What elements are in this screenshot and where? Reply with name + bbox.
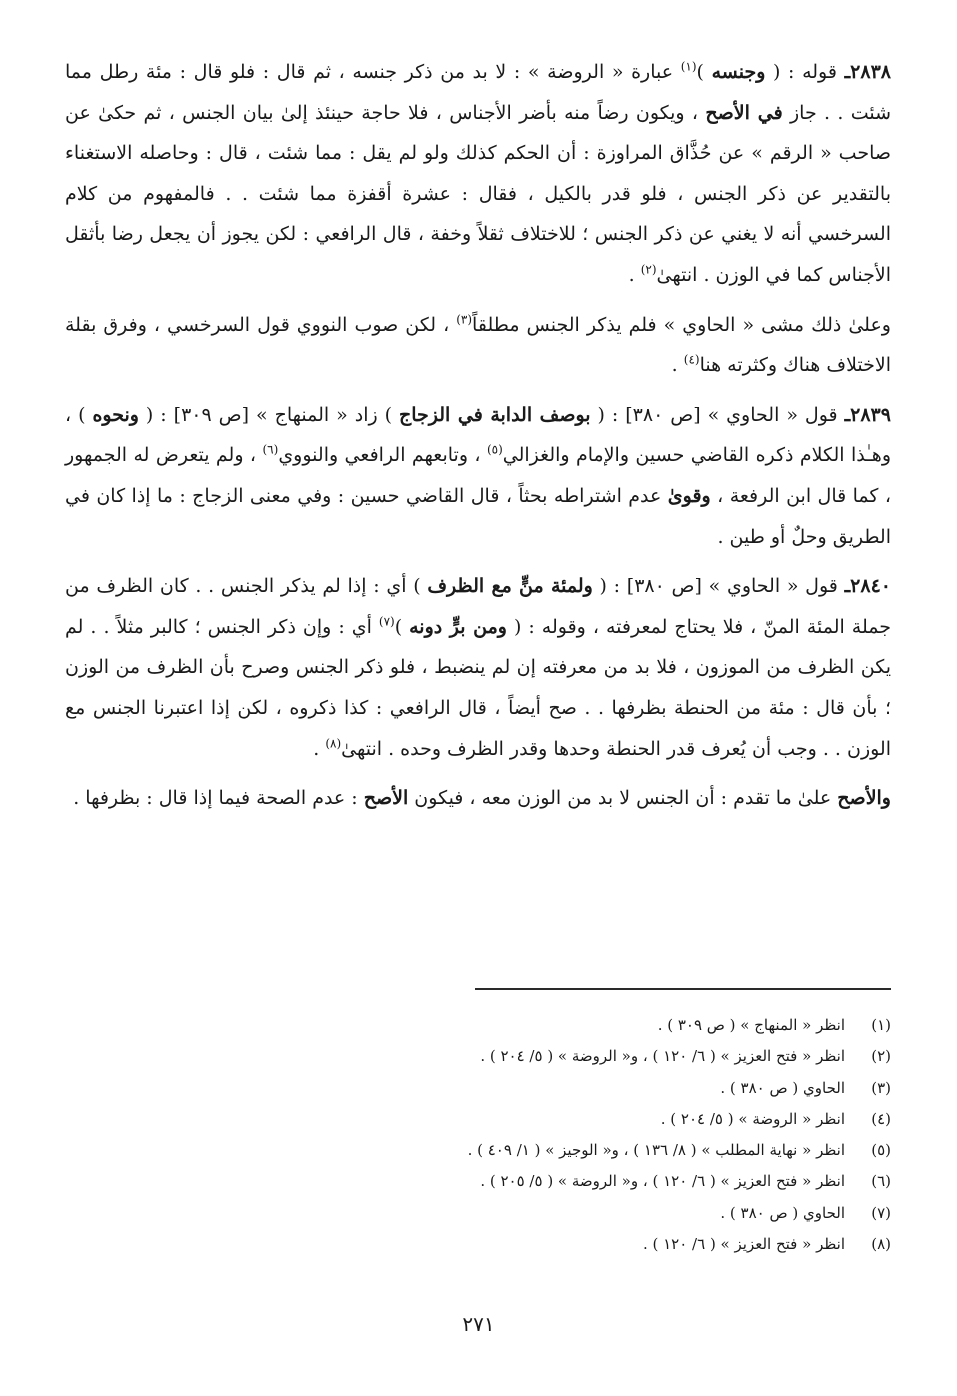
footnote-number: (٢) [871, 1047, 891, 1066]
bold-phrase: بوصف الدابة في الزجاج [398, 403, 591, 426]
footnote [291, 1135, 891, 1166]
footnote-text: انظر « فتح العزيز » ( ٦/ ١٢٠ ) ، و« الروضة » ( ٥/ ٢٠٤ ) . [480, 1047, 845, 1066]
text-run: ، ولم يتعرض له الجمهور ، كما قال ابن الرفعة ، [65, 444, 891, 507]
text-run: عدم اشتراطه بحثاً ، قال القاضي حسين : وفي معنى الزجاج : ما إذا كان في الطريق وحلٌ أو طين . [65, 484, 891, 548]
footnote-text: انظر « فتح العزيز » ( ٦/ ١٢٠ ) . [642, 1235, 845, 1254]
text-run: علىٰ ما تقدم : أن الجنس لا بد من الوزن معه ، فيكون [408, 787, 838, 810]
text-run: ، لكن صوب النووي قول السرخسي ، وفرق بقلة الاختلاف هناك وكثرته هنا [65, 313, 891, 377]
bold-phrase: وجنسه [711, 61, 766, 83]
text-run: عبارة « الروضة » : لا بد من ذكر جنسه ، ثم قال : فلو قال : مئة رطل مما شئت . . جاز [65, 61, 892, 124]
text-run: قوله : ( [765, 61, 845, 83]
issue-number: ٢٨٣٨ـ [844, 61, 891, 83]
text-run: ) [696, 61, 712, 83]
bold-phrase: والأصح [837, 787, 891, 810]
footnote-ref: (٧) [378, 614, 395, 629]
footnote [291, 1010, 891, 1041]
text-run: . [628, 263, 641, 286]
footnote-text: انظر « الروضة » ( ٥/ ٢٠٤ ) . [660, 1109, 845, 1128]
footnotes [291, 1010, 891, 1260]
text-run: ) [394, 615, 410, 638]
footnote-text: الحاوي ( ص ٣٨٠ ) . [720, 1203, 845, 1222]
text-run: . [313, 737, 326, 760]
footnote-separator [475, 988, 891, 990]
footnote-number: (٤) [871, 1109, 891, 1128]
footnote [291, 1166, 891, 1197]
text-run: ، وتابعهم الرافعي والنووي [278, 444, 487, 467]
text-run: ، ويكون رضاً منه بأضر الأجناس ، فلا حاجة حينئذ إلىٰ بيان الجنس ، ثم حكىٰ عن صاحب « الرقم » عن حُذَّاق المراوزة : أن الحكم كذلك ولو لم يقل : مما شئت ، قال : وحاصله الاستغناء بالتقدير عن ذكر الجنس ، فلو قدر بالكيل ، فقال : عشرة أقفزة مما شئت . . فالمفهوم من كلام السرخسي أنه لا يغني عن ذكر الجنس ؛ للاختلاف ثقلاً وخفة ، قال الرافعي : لكن يجوز أن يجعل رضا بأثقل الأجناس كما في الوزن . انتهىٰ [65, 101, 891, 286]
text-run: ) ، وهـٰذا الكلام ذكره القاضي حسين والإمام والغزالي [65, 403, 892, 467]
footnote [291, 1229, 891, 1260]
footnote-ref: (٣) [456, 312, 473, 327]
footnote-ref: (٨) [325, 736, 342, 751]
bold-phrase: ومن برٍّ دونه [409, 615, 507, 638]
text-run: قول « الحاوي » [ص ٣٨٠] : ( [592, 575, 845, 598]
bold-phrase: الأصح [363, 787, 409, 810]
footnote-number: (٦) [871, 1172, 891, 1191]
text-run: وعلىٰ ذلك مشى « الحاوي » فلم يذكر الجنس مطلقاً [472, 313, 891, 336]
footnote-ref: (٢) [640, 262, 657, 277]
footnote-number: (١) [871, 1016, 891, 1034]
footnote-text: الحاوي ( ص ٣٨٠ ) . [720, 1078, 845, 1097]
footnote-number: (٥) [871, 1141, 891, 1160]
issue-number: ٢٨٤٠ـ [844, 575, 891, 598]
footnote-text: انظر « المنهاج » ( ص ٣٠٩ ) . [657, 1016, 845, 1034]
footnote-text: انظر « فتح العزيز » ( ٦/ ١٢٠ ) ، و« الروضة » ( ٥/ ٢٠٥ ) . [480, 1172, 845, 1191]
footnote-ref: (٦) [262, 443, 279, 458]
paragraph [65, 305, 891, 386]
text-run: : عدم الصحة فيما إذا قال : بظرفها . [73, 787, 364, 810]
footnote [291, 1198, 891, 1229]
main-text [65, 52, 891, 828]
text-run: . [671, 354, 684, 377]
issue-number: ٢٨٣٩ـ [844, 403, 891, 426]
paragraph [65, 395, 891, 557]
paragraph [65, 566, 891, 769]
footnote [291, 1104, 891, 1135]
bold-phrase: ونحوه [92, 403, 139, 426]
footnote-ref: (٤) [683, 352, 700, 367]
footnote-number: (٣) [871, 1078, 891, 1097]
bold-phrase: ولمئة منٍّ مع الظرف [427, 575, 593, 598]
text-run: ) أي : إذا لم يذكر الجنس . . كان الظرف من جملة المئة المنّ ، فلا يحتاج لمعرفته ، وقوله : ( [65, 575, 891, 638]
paragraph [65, 778, 891, 819]
paragraph [65, 52, 891, 296]
footnote-ref: (٥) [486, 443, 503, 458]
footnote-text: انظر « نهاية المطلب » ( ٨/ ١٣٦ ) ، و« الوجيز » ( ١/ ٤٠٩ ) . [467, 1141, 845, 1160]
text-run: ) زاد « المنهاج » [ص ٣٠٩] : ( [138, 403, 399, 426]
footnote [291, 1073, 891, 1104]
text-run: قول « الحاوي » [ص ٣٨٠] : ( [590, 403, 845, 426]
page-number: ٢٧١ [462, 1312, 495, 1336]
footnote-number: (٧) [871, 1203, 891, 1222]
footnote-number: (٨) [871, 1235, 891, 1254]
text-run: أي : وإن ذكر الجنس ؛ كالبر مثلاً . . لم يكن الظرف من الموزون ، فلا بد من معرفته إن لم ينضبط ، فلو ذكر الجنس وصرح بأن الظرف من الوزن ؛ بأن قال : مئة من الحنطة بظرفها . . صح أيضاً ، قال الرافعي : كذا ذكروه ، لكن إذا اعتبرنا الجنس مع الوزن . . وجب أن يُعرف قدر الحنطة وحدها وقدر الظرف وحده . انتهىٰ [65, 615, 891, 760]
bold-phrase: في الأصح [705, 101, 783, 124]
bold-phrase: وقوىٰ [667, 484, 711, 507]
footnote-ref: (١) [680, 59, 697, 74]
footnote [291, 1041, 891, 1072]
